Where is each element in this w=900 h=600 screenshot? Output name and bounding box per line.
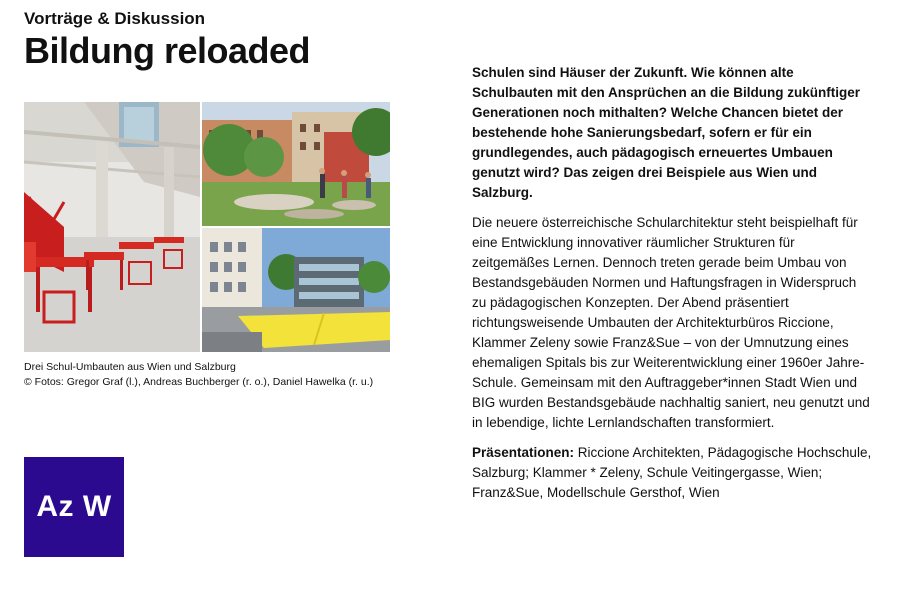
azw-logo-text: Az W [36,490,112,523]
image-caption [24,360,390,390]
photo-collage [24,102,390,352]
photo-schoolyard [202,228,390,352]
presentations-text: Riccione Architekten, Pädagogische Hochschule, Salzburg; Klammer * Zeleny, Schule Veitingergasse, Wien; Franz&Sue, Modellschule Gersthof, Wien [472,445,872,500]
caption-credits: © Fotos: Gregor Graf (l.), Andreas Buchberger (r. o.), Daniel Hawelka (r. u.) [24,376,374,388]
caption-description: Drei Schul-Umbauten aus Wien und Salzburg [24,361,236,373]
presentations-paragraph [472,443,872,503]
photo-interior-hall [24,102,200,352]
presentations-label: Präsentationen: [472,445,575,460]
azw-logo[interactable] [24,457,124,557]
article-lead: Schulen sind Häuser der Zukunft. Wie können alte Schulbauten mit den Ansprüchen an die Bildung zukünftiger Generationen noch mithalten? Welche Chancen bietet der bestehende hohe Sanierungsbedarf, sofern er für ein grundlegendes, auch pädagogisch erneuertes Umbauen genutzt wird? Das zeigen drei Beispiele aus Wien und Salzburg. [472,65,861,200]
photo-courtyard [202,102,390,226]
page-title: Bildung reloaded [24,30,311,71]
article-body: Die neuere österreichische Schularchitektur steht beispielhaft für eine Entwicklung innovativer räumlicher Strukturen für zeitgemäßes Lernen. Dennoch treten gerade beim Umbau von Bestandsgebäuden Normen und Haftungsfragen in Widerspruch zu pädagogischen Konzepten. Der Abend präsentiert richtungsweisende Umbauten der Architekturbüros Riccione, Klammer Zeleny sowie Franz&Sue – von der Umnutzung eines ehemaligen Spitals bis zur Weiterentwicklung einer 1960er Jahre-Schule. Gemeinsam mit den Auftraggeber*innen Stadt Wien und BIG wurden Bestandsgebäude nachhaltig saniert, neu genutzt und in lebendige, lichte Lernlandschaften transformiert. [472,215,870,430]
article-content [472,63,872,503]
event-category: Vorträge & Diskussion [24,9,206,28]
